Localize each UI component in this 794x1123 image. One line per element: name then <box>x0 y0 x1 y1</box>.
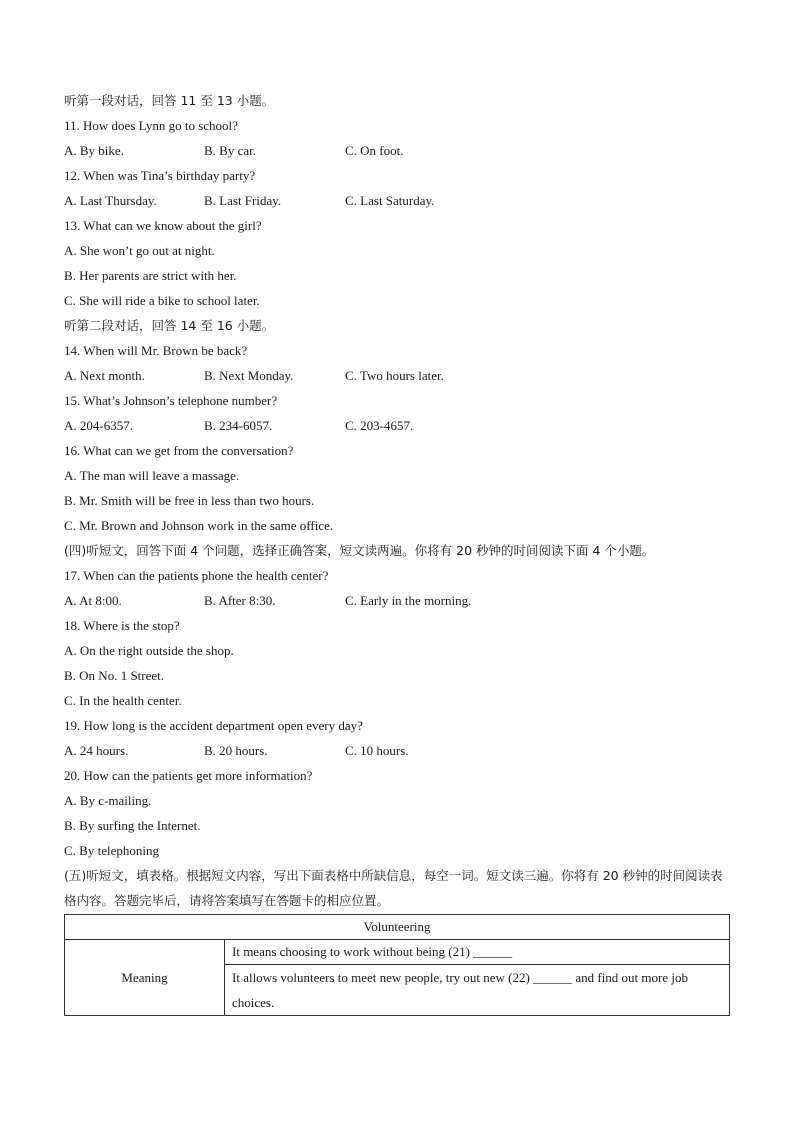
option-12-a: A. Last Thursday. <box>64 193 157 208</box>
table-cell-22: It allows volunteers to meet new people, try out new (22) ______ and find out more job choices. <box>225 965 730 1016</box>
options-19 <box>64 738 730 763</box>
option-11-b: B. By car. <box>204 143 256 158</box>
option-15-b: B. 234-6057. <box>204 418 273 433</box>
section-heading-4: (四)听短文，回答下面 4 个问题，选择正确答案，短文读两遍。你将有 20 秒钟的时间阅读下面 4 个小题。 <box>64 543 655 558</box>
option-16-c: C. Mr. Brown and Johnson work in the same office. <box>64 518 334 533</box>
option-12-c: C. Last Saturday. <box>345 193 435 208</box>
question-14: 14. When will Mr. Brown be back? <box>64 343 248 358</box>
option-16-a: A. The man will leave a massage. <box>64 468 240 483</box>
option-14-b: B. Next Monday. <box>204 368 294 383</box>
options-11 <box>64 138 730 163</box>
option-14-a: A. Next month. <box>64 368 145 383</box>
question-17: 17. When can the patients phone the health center? <box>64 568 329 583</box>
options-17 <box>64 588 730 613</box>
section-heading-5: (五)听短文，填表格。根据短文内容，写出下面表格中所缺信息，每空一词。短文读三遍。你将有 20 秒钟的时间阅读表格内容。答题完毕后，请将答案填写在答题卡的相应位置。 <box>64 868 723 908</box>
section-heading-1: 听第一段对话，回答 11 至 13 小题。 <box>64 93 275 108</box>
question-12: 12. When was Tina’s birthday party? <box>64 168 256 183</box>
document-content <box>64 88 730 1016</box>
question-20: 20. How can the patients get more information? <box>64 768 313 783</box>
question-13: 13. What can we know about the girl? <box>64 218 262 233</box>
options-15 <box>64 413 730 438</box>
question-18: 18. Where is the stop? <box>64 618 180 633</box>
option-13-c: C. She will ride a bike to school later. <box>64 293 260 308</box>
option-20-b: B. By surfing the Internet. <box>64 818 201 833</box>
option-18-b: B. On No. 1 Street. <box>64 668 165 683</box>
option-14-c: C. Two hours later. <box>345 368 444 383</box>
question-15: 15. What’s Johnson’s telephone number? <box>64 393 278 408</box>
options-12 <box>64 188 730 213</box>
option-18-c: C. In the health center. <box>64 693 182 708</box>
option-19-a: A. 24 hours. <box>64 743 129 758</box>
option-17-a: A. At 8:00. <box>64 593 122 608</box>
question-16: 16. What can we get from the conversation? <box>64 443 294 458</box>
option-11-a: A. By bike. <box>64 143 124 158</box>
volunteering-table <box>64 914 730 1016</box>
option-11-c: C. On foot. <box>345 143 404 158</box>
option-18-a: A. On the right outside the shop. <box>64 643 234 658</box>
option-13-a: A. She won’t go out at night. <box>64 243 215 258</box>
option-13-b: B. Her parents are strict with her. <box>64 268 237 283</box>
option-19-b: B. 20 hours. <box>204 743 268 758</box>
options-14 <box>64 363 730 388</box>
option-17-c: C. Early in the morning. <box>345 593 472 608</box>
option-17-b: B. After 8:30. <box>204 593 276 608</box>
option-16-b: B. Mr. Smith will be free in less than two hours. <box>64 493 315 508</box>
option-12-b: B. Last Friday. <box>204 193 282 208</box>
option-20-a: A. By c-mailing. <box>64 793 152 808</box>
question-19: 19. How long is the accident department open every day? <box>64 718 363 733</box>
option-15-c: C. 203-4657. <box>345 418 414 433</box>
table-row-label-meaning: Meaning <box>65 940 225 1016</box>
question-11: 11. How does Lynn go to school? <box>64 118 238 133</box>
section-heading-2: 听第二段对话，回答 14 至 16 小题。 <box>64 318 275 333</box>
option-20-c: C. By telephoning <box>64 843 159 858</box>
option-15-a: A. 204-6357. <box>64 418 133 433</box>
table-cell-21: It means choosing to work without being (21) ______ <box>225 940 730 965</box>
option-19-c: C. 10 hours. <box>345 743 409 758</box>
table-title: Volunteering <box>65 915 730 940</box>
